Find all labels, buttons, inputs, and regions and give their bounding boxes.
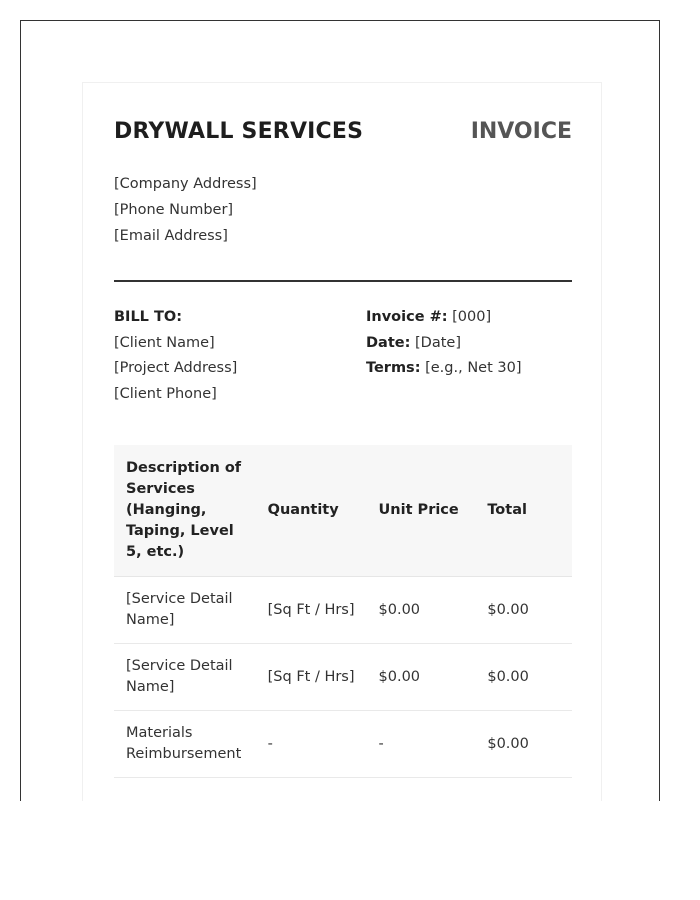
column-header-quantity: Quantity (256, 445, 367, 577)
row-quantity: [Sq Ft / Hrs] (256, 644, 367, 711)
table-row (114, 711, 572, 778)
row-unit-price: - (367, 711, 476, 778)
bill-to-block (114, 305, 237, 407)
row-quantity: - (256, 711, 367, 778)
row-unit-price: $0.00 (367, 644, 476, 711)
invoice-date-line (366, 331, 522, 357)
invoice-number-line (366, 305, 522, 331)
row-description: [Service Detail Name] (114, 577, 256, 644)
row-unit-price: $0.00 (367, 577, 476, 644)
invoice-date-label: Date: (366, 334, 411, 351)
company-email: [Email Address] (114, 228, 228, 244)
column-header-unit-price: Unit Price (367, 445, 476, 577)
table-header-row (114, 445, 572, 577)
company-contact (114, 171, 257, 249)
client-name: [Client Name] (114, 334, 215, 351)
company-address: [Company Address] (114, 176, 257, 192)
project-address: [Project Address] (114, 360, 238, 376)
row-quantity: [Sq Ft / Hrs] (256, 577, 367, 644)
invoice-date-value: [Date] (415, 334, 461, 351)
company-name: DRYWALL SERVICES (114, 119, 364, 144)
table-row (114, 577, 572, 644)
invoice-sheet (82, 82, 602, 801)
row-description: Materials Reimbursement (114, 711, 256, 778)
invoice-number-value: [000] (452, 309, 492, 325)
invoice-terms-value: [e.g., Net 30] (425, 360, 522, 376)
column-header-description: Description of Services (Hanging, Taping, Level 5, etc.) (114, 445, 256, 577)
invoice-terms-label: Terms: (366, 360, 421, 376)
company-phone: [Phone Number] (114, 202, 234, 218)
row-description: [Service Detail Name] (114, 644, 256, 711)
invoice-number-label: Invoice #: (366, 309, 448, 325)
row-total: $0.00 (475, 711, 572, 778)
row-total: $0.00 (475, 577, 572, 644)
row-total: $0.00 (475, 644, 572, 711)
client-phone: [Client Phone] (114, 385, 217, 402)
page-frame (20, 20, 660, 801)
invoice-meta (366, 305, 522, 382)
column-header-total: Total (475, 445, 572, 577)
invoice-title: INVOICE (470, 119, 572, 144)
bill-to-heading: BILL TO: (114, 309, 182, 325)
invoice-terms-line (366, 356, 522, 382)
services-table (114, 445, 572, 778)
header-divider (114, 280, 572, 282)
table-row (114, 644, 572, 711)
